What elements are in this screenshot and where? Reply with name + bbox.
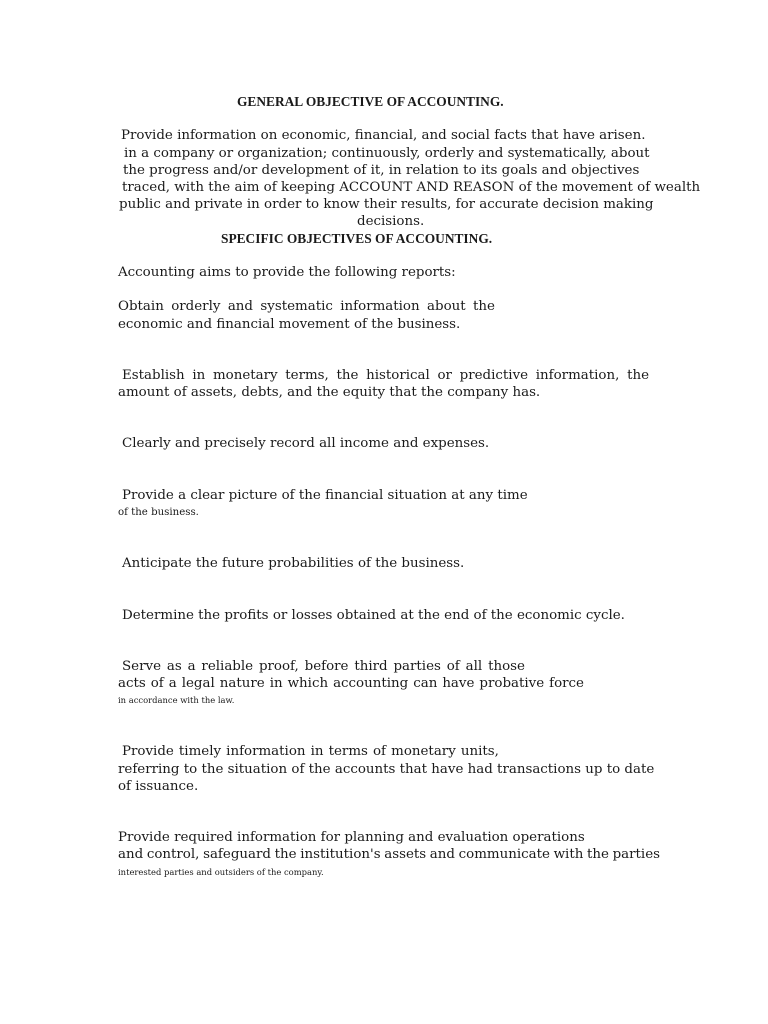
objective-4-line-2: of the business. — [118, 507, 199, 518]
specific-objectives-title: SPECIFIC OBJECTIVES OF ACCOUNTING. — [221, 231, 493, 246]
general-objective-line-5: public and private in order to know their results, for accurate decision making — [119, 197, 654, 212]
objective-9-line-3: interested parties and outsiders of the company. — [118, 867, 324, 877]
objective-8-line-3: of issuance. — [118, 779, 199, 794]
general-objective-line-2: in a company or organization; continuously, orderly and systematically, about — [124, 146, 650, 161]
objective-8-line-2: referring to the situation of the accounts that have had transactions up to date — [118, 762, 655, 777]
general-objective-line-4: traced, with the aim of keeping ACCOUNT AND REASON of the movement of wealth — [122, 180, 701, 195]
objective-7-line-1: Serve as a reliable proof, before third parties of all those — [122, 659, 525, 674]
objective-6-line-1: Determine the profits or losses obtained at the end of the economic cycle. — [122, 608, 625, 623]
objective-9-line-2: and control, safeguard the institution's assets and communicate with the parties — [118, 847, 660, 862]
objective-1-line-2: economic and financial movement of the business. — [118, 317, 461, 332]
objective-2-line-2: amount of assets, debts, and the equity that the company has. — [118, 385, 541, 400]
objective-9-line-1: Provide required information for planning and evaluation operations — [118, 830, 585, 845]
general-objective-line-6: decisions. — [357, 214, 425, 229]
general-objective-line-3: the progress and/or development of it, in relation to its goals and objectives — [123, 163, 640, 178]
objective-2-line-1: Establish in monetary terms, the historical or predictive information, the — [122, 368, 649, 383]
objective-4-line-1: Provide a clear picture of the financial situation at any time — [122, 488, 528, 503]
specific-objectives-intro: Accounting aims to provide the following reports: — [118, 265, 456, 280]
general-objective-line-1: Provide information on economic, financial, and social facts that have arisen. — [121, 128, 646, 143]
objective-1-line-1: Obtain orderly and systematic information about the — [118, 299, 495, 314]
objective-7-line-2: acts of a legal nature in which accounting can have probative force — [118, 676, 584, 691]
general-objective-title: GENERAL OBJECTIVE OF ACCOUNTING. — [237, 94, 504, 109]
objective-7-line-3: in accordance with the law. — [118, 695, 235, 705]
objective-3-line-1: Clearly and precisely record all income and expenses. — [122, 436, 490, 451]
objective-5-line-1: Anticipate the future probabilities of the business. — [122, 556, 465, 571]
objective-8-line-1: Provide timely information in terms of monetary units, — [122, 744, 499, 759]
